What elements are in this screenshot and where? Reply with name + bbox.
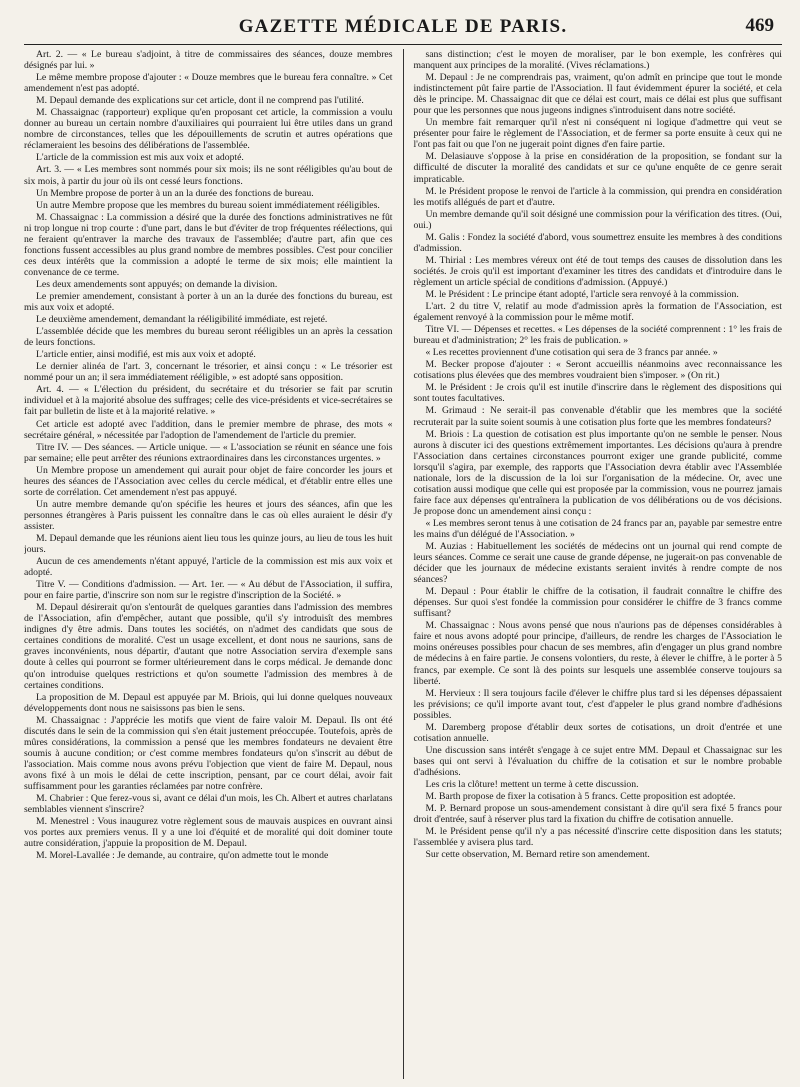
- paragraph: L'article entier, ainsi modifié, est mis aux voix et adopté.: [36, 349, 256, 361]
- paragraph: M. Depaul demande que les réunions aient lieu tous les quinze jours, au lieu de tous les huit jours.: [24, 532, 393, 556]
- paragraph: M. Depaul désirerait qu'on s'entourât de quelques garanties dans l'admission des membres de l'Association, afin d'empêcher, autant que possible, qu'il s'y introduisît des membres indignes d'y être admis. Dans toutes les sociétés, on n'admet des candidats que sous de certaines conditions de moralité. C'est un usage excellent, et dont nous ne saurions, sans de graves inconvénients, nous départir, d'autant que notre Association servira d'exemple sans doute à celles qui pourront se former ultérieurement dans le corps médical. Je demande donc qu'on introduise quelques restrictions et qu'on soumette l'admission des membres à de certaines conditions.: [24, 602, 393, 691]
- paragraph: « Les recettes proviennent d'une cotisation qui sera de 3 francs par année. »: [425, 347, 718, 359]
- paragraph: M. Menestrel : Vous inaugurez votre règlement sous de mauvais auspices en ouvrant ainsi vos portes aux premiers venus. Il y a une loi d'équité et de moralité qui doit dominer toute autre considération, j'appuie la proposition de M. Depaul.: [24, 816, 393, 850]
- paragraph: La proposition de M. Depaul est appuyée par M. Briois, qui lui donne quelques nouveaux développements dont nous ne saisissons pas bien le sens.: [24, 691, 393, 714]
- paragraph: M. Daremberg propose d'établir deux sortes de cotisations, un droit d'entrée et une cotisation annuelle.: [413, 721, 782, 744]
- paragraph: M. le Président propose le renvoi de l'article à la commission, qui prendra en considération les motifs allégués de part et d'autre.: [413, 185, 782, 208]
- paragraph: M. Chabrier : Que ferez-vous si, avant ce délai d'un mois, les Ch. Albert et autres charlatans semblables viennent s'inscrire?: [24, 793, 393, 816]
- text-columns: [24, 49, 782, 1079]
- paragraph: Un membre demande qu'il soit désigné une commission pour la vérification des titres. (Oui, oui.): [413, 208, 782, 231]
- paragraph: M. Thirial : Les membres véreux ont été de tout temps des causes de dissolution dans les sociétés. Je crois qu'il est important d'examiner les titres des candidats et d'introduire dans le règlement un article spécial de conditions d'admission. (Appuyé.): [413, 254, 782, 288]
- paragraph: M. le Président : Je crois qu'il est inutile d'inscrire dans le règlement des dispositions qui sont toutes facultatives.: [413, 382, 782, 405]
- paragraph: Le deuxième amendement, demandant la rééligibilité immédiate, est rejeté.: [36, 314, 328, 326]
- paragraph: M. Chassaignac : La commission a désiré que la durée des fonctions administratives ne fût ni trop longue ni trop courte : d'une part, dans le but d'éviter de trop fréquentes réélections, qui ne feraient qu'entraver la marche des travaux de l'assemblée; d'autre part, afin que ces fonctions fussent accessibles au plus grand nombre de membres possibles. C'est pour concilier ces deux intérêts que la commission a adopté le terme de six mois; elle maintient la convenance de ce terme.: [24, 211, 393, 278]
- paragraph: Art. 2. — « Le bureau s'adjoint, à titre de commissaires des séances, douze membres désignés par lui. »: [24, 49, 393, 72]
- left-column: [24, 49, 393, 1079]
- paragraph: M. Briois : La question de cotisation est plus importante qu'on ne semble le penser. Nous aurons à discuter ici des questions extrêmement importantes. Les décisions qu'aura à prendre l'Association dans certaines circonstances pourront exiger une grande publicité, comme lorsqu'il s'agira, par exemple, des rapports que l'Association devra établir avec l'Assemblée nationale, lors de la discussion de la loi sur l'organisation de la médecine. Or, avec une cotisation aussi modique que celle qui est proposée par la commission, vous ne pourrez jamais faire face aux dépenses qu'entraînera la publication de vos délibérations ou de vos décisions. Je propose donc un amendement ainsi conçu :: [413, 428, 782, 517]
- page-number: 469: [745, 15, 774, 36]
- paragraph: Titre V. — Conditions d'admission. — Art. 1er. — « Au début de l'Association, il suffira, pour en faire partie, d'inscrire son nom sur le registre d'inscription de la Société. »: [24, 579, 393, 602]
- paragraph: Un autre membre demande qu'on spécifie les heures et jours des séances, afin que les personnes étrangères à Paris puissent les connaître dans le cas où elles auraient le désir d'y assister.: [24, 498, 393, 532]
- paragraph: L'assemblée décide que les membres du bureau seront rééligibles un an après la cessation de leurs fonctions.: [24, 326, 393, 349]
- paragraph: Un Membre propose de porter à un an la durée des fonctions de bureau.: [36, 187, 314, 199]
- paragraph: M. Depaul : Pour établir le chiffre de la cotisation, il faudrait connaître le chiffre des dépenses. Sur quoi s'est fondée la commission pour considérer le chiffre de 3 francs comme suffisant?: [413, 586, 782, 620]
- paragraph: M. Morel-Lavallée : Je demande, au contraire, qu'on admette tout le monde: [36, 850, 329, 862]
- publication-title: GAZETTE MÉDICALE DE PARIS.: [238, 16, 568, 37]
- paragraph: M. Delasiauve s'oppose à la prise en considération de la proposition, se fondant sur la difficulté de discuter la moralité des candidats et sur ce qu'une enquête de ce genre serait impraticable.: [413, 151, 782, 185]
- paragraph: Les deux amendements sont appuyés; on demande la division.: [36, 278, 278, 290]
- paragraph: M. le Président pense qu'il n'y a pas nécessité d'inscrire cette disposition dans les statuts; l'assemblée y avisera plus tard.: [413, 826, 782, 849]
- paragraph: Titre VI. — Dépenses et recettes. « Les dépenses de la société comprennent : 1° les frais de bureau et d'administration; 2° les frais de publication. »: [413, 324, 782, 347]
- paragraph: L'article de la commission est mis aux voix et adopté.: [36, 152, 244, 164]
- paragraph: Les cris la clôture! mettent un terme à cette discussion.: [425, 779, 639, 790]
- column-divider: [403, 49, 404, 1079]
- paragraph: M. le Président : Le principe étant adopté, l'article sera renvoyé à la commission.: [425, 288, 739, 300]
- paragraph: Un autre Membre propose que les membres du bureau soient immédiatement rééligibles.: [36, 199, 380, 211]
- paragraph: M. Barth propose de fixer la cotisation à 5 francs. Cette proposition est adoptée.: [425, 791, 736, 803]
- paragraph: M. Depaul : Je ne comprendrais pas, vraiment, qu'on admît en principe que tout le monde indistinctement pût faire partie de l'Association. Il faut évidemment épurer la société, et cela dès le principe. M. Chassaignac dit que ce délai est court, mais ce délai est plus que suffisant pour que les personnes que nous jugeons indignes s'introduisent dans notre société.: [413, 72, 782, 117]
- paragraph: Le premier amendement, consistant à porter à un an la durée des fonctions du bureau, est mis aux voix et adopté.: [24, 290, 393, 314]
- paragraph: M. Hervieux : Il sera toujours facile d'élever le chiffre plus tard si les dépenses dépassaient les prévisions; ce qu'il importe avant tout, c'est d'appeler le plus grand nombre d'adhésions possibles.: [413, 687, 782, 721]
- paragraph: M. Galis : Fondez la société d'abord, vous soumettrez ensuite les membres à des conditions d'admission.: [413, 231, 782, 254]
- paragraph: M. Auzias : Habituellement les sociétés de médecins ont un journal qui rend compte de leurs séances. Comme ce serait une cause de grande dépense, ne jugerait-on pas convenable de décider que les journaux de médecine existants seraient invités à rendre compte de nos séances?: [413, 541, 782, 586]
- paragraph: M. Chassaignac : J'apprécie les motifs que vient de faire valoir M. Depaul. Ils ont été discutés dans le sein de la commission qui s'en était justement préoccupée. Toutefois, après de mûres considérations, la commission a pensé que les membres fondateurs ne devaient être soumis à aucune condition; or c'est comme membres fondateurs qu'on s'inscrit au début de l'association. Mais comme nous avons prévu l'objection que vient de faire M. Depaul, nous avons fixé à un mois le délai de cette inscription, pensant, par ce court délai, avoir fait suffisamment pour les garanties réclamées par notre confrère.: [24, 714, 393, 792]
- paragraph: Un Membre propose un amendement qui aurait pour objet de faire concorder les jours et heures des séances de l'Association avec celles du cercle médical, et d'établir entre elles une sorte de corrélation. Cet amendement n'est pas appuyé.: [24, 464, 393, 498]
- paragraph: Cet article est adopté avec l'addition, dans le premier membre de phrase, des mots « secrétaire général, » nécessitée par l'adoption de l'amendement de l'article du premier.: [24, 418, 393, 441]
- paragraph: Le même membre propose d'ajouter : « Douze membres que le bureau fera connaître. » Cet amendement n'est pas adopté.: [24, 72, 393, 95]
- paragraph: Aucun de ces amendements n'étant appuyé, l'article de la commission est mis aux voix et adopté.: [24, 556, 393, 579]
- paragraph: M. Depaul demande des explications sur cet article, dont il ne comprend pas l'utilité.: [36, 95, 364, 107]
- paragraph: « Les membres seront tenus à une cotisation de 24 francs par an, payable par semestre entre les mains d'un délégué de l'Association. »: [413, 517, 782, 540]
- paragraph: Le dernier alinéa de l'art. 3, concernant le trésorier, et ainsi conçu : « Le trésorier est nommé pour un an; il sera immédiatement rééligible, » est adopté sans opposition.: [24, 361, 393, 384]
- paragraph: M. Grimaud : Ne serait-il pas convenable d'établir que les membres que la société recruterait par la suite soient soumis à une cotisation plus forte que les membres fondateurs?: [413, 405, 782, 428]
- paragraph: M. P. Bernard propose un sous-amendement consistant à dire qu'il sera fixé 5 francs pour droit d'entrée, sauf à réserver plus tard la fixation du chiffre de cotisation annuelle.: [413, 803, 782, 826]
- page-header: [24, 10, 782, 45]
- paragraph: sans distinction; c'est le moyen de moraliser, par le bon exemple, les confrères qui manquent aux principes de la moralité. (Vives réclamations.): [413, 49, 782, 72]
- paragraph: Un membre fait remarquer qu'il n'est ni conséquent ni logique d'admettre qui veut se présenter pour faire le règlement de l'Association, et de fermer sa porte ensuite à ceux qui ne l'ont pas fait ou que l'on ne jugerait point dignes d'en faire partie.: [413, 117, 782, 151]
- paragraph: Art. 4. — « L'élection du président, du secrétaire et du trésorier se fait par scrutin individuel et à la majorité absolue des suffrages; celle des vice-présidents et vice-secrétaires se fait par bulletin de liste et à la majorité relative. »: [24, 384, 393, 418]
- paragraph: Art. 3. — « Les membres sont nommés pour six mois; ils ne sont rééligibles qu'au bout de six mois, à partir du jour où ils ont cessé leurs fonctions.: [24, 164, 393, 187]
- paragraph: Titre IV. — Des séances. — Article unique. — « L'association se réunit en séance une fois par semaine; elle peut arrêter des réunions extraordinaires dans les circonstances urgentes. »: [24, 441, 393, 464]
- paragraph: Sur cette observation, M. Bernard retire son amendement.: [425, 849, 650, 861]
- right-column: [413, 49, 782, 1079]
- paragraph: Une discussion sans intérêt s'engage à ce sujet entre MM. Depaul et Chassaignac sur les bases qui ont servi à l'évaluation du chiffre de la cotisation et sur le nombre probable d'adhésions.: [413, 744, 782, 778]
- paragraph: M. Chassaignac : Nous avons pensé que nous n'aurions pas de dépenses considérables à faire et nous avons adopté pour principe, d'ailleurs, de rendre les charges de l'Association le moins onéreuses possibles pour chacun de ses membres, afin d'engager un plus grand nombre de médecins à en faire partie. Je consens volontiers, du reste, à élever le chiffre, à le porter à 5 francs, par exemple. Ce sont là des points sur lesquels une assemblée conserve toujours sa liberté.: [413, 620, 782, 687]
- paragraph: M. Becker propose d'ajouter : « Seront accueillis néanmoins avec reconnaissance les cotisations plus élevées que des membres voudraient bien s'imposer. » (On rit.): [413, 359, 782, 382]
- paragraph: M. Chassaignac (rapporteur) explique qu'en proposant cet article, la commission a voulu donner au bureau un certain nombre d'auxiliaires qui pourraient lui être utiles dans un grand nombre de circonstances, telles que les dépouillements de scrutin et autres opérations que réclameraient les besoins des délibérations de l'assemblée.: [24, 107, 393, 152]
- paragraph: L'art. 2 du titre V, relatif au mode d'admission après la formation de l'Association, est également renvoyé à la commission pour le même motif.: [413, 301, 782, 324]
